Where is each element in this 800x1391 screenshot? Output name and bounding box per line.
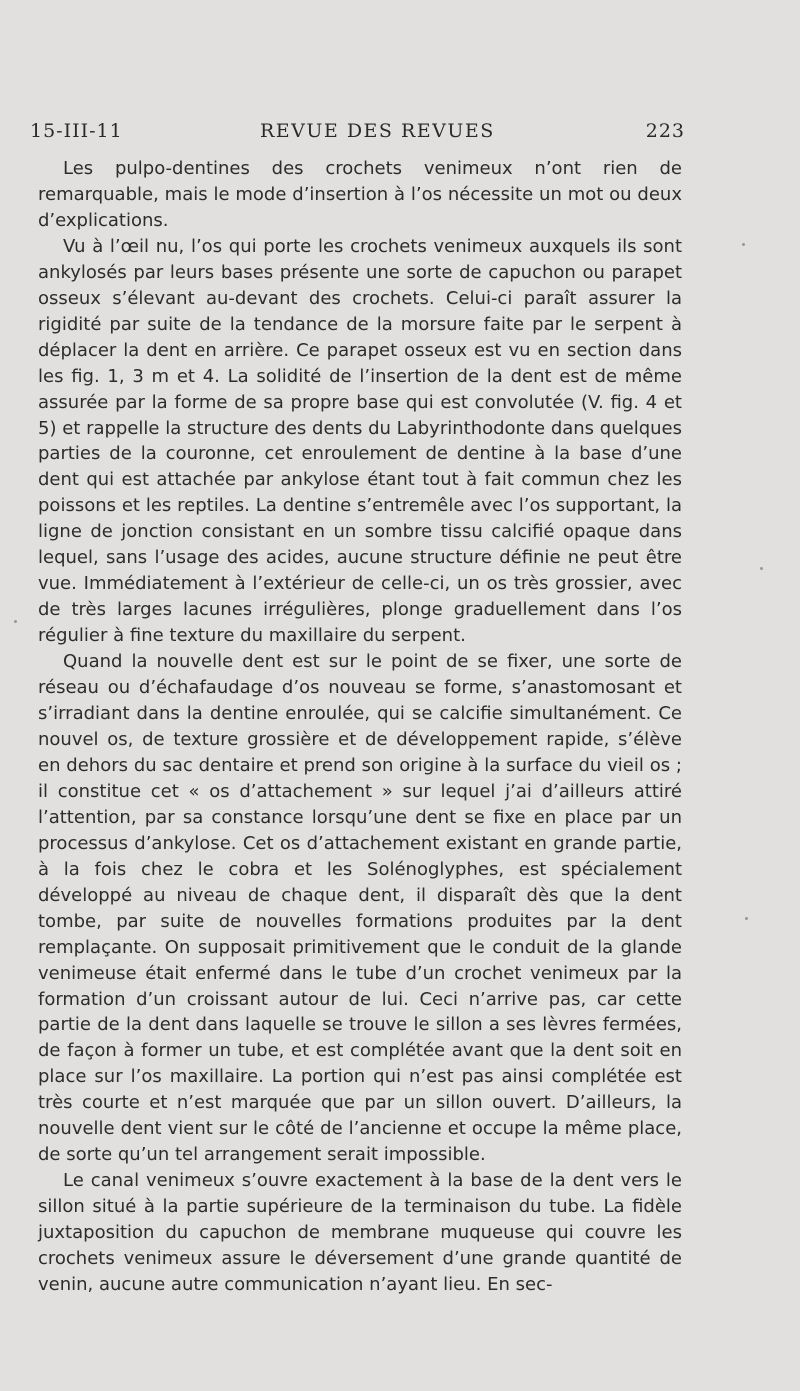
paragraph: Vu à l’œil nu, l’os qui porte les crochets venimeux auxquels ils sont ankylosés par leurs bases présente une sorte de capuchon ou parapet osseux s’élevant au-devant des crochets. Celui-ci paraît assurer la rigidité par suite de la tendance de la morsure faite par le serpent à déplacer la dent en arrière. Ce parapet osseux est vu en section dans les fig. 1, 3 m et 4. La solidité de l’insertion de la dent est de même assurée par la forme de sa propre base qui est convolutée (V. fig. 4 et 5) et rappelle la structure des dents du Labyrinthodonte dans quelques parties de la couronne, cet enroulement de dentine à la base d’une dent qui est attachée par ankylose étant tout à fait commun chez les poissons et les reptiles. La dentine s’entremêle avec l’os supportant, la ligne de jonction consistant en un sombre tissu calcifié opaque dans lequel, sans l’usage des acides, aucune structure définie ne peut être vue. Immédiatement à l’extérieur de celle-ci, un os très grossier, avec de très larges lacunes irrégulières, plonge graduellement dans l’os régulier à fine texture du maxillaire du serpent. <box>38 235 682 647</box>
page-number: 223 <box>645 120 685 142</box>
paragraph: Les pulpo-dentines des crochets venimeux n’ont rien de remarquable, mais le mode d’insertion à l’os nécessite un mot ou deux d’explications. <box>38 158 682 231</box>
running-title: REVUE DES REVUES <box>260 120 495 142</box>
paper-speck <box>760 567 763 570</box>
paragraph: Le canal venimeux s’ouvre exactement à la base de la dent vers le sillon situé à la partie supérieure de la terminaison du tube. La fidèle juxtaposition du capuchon de membrane muqueuse qui couvre les crochets venimeux assure le déversement d’une grande quantité de venin, aucune autre communication n’ayant lieu. En sec- <box>38 1170 682 1295</box>
paragraph: Quand la nouvelle dent est sur le point de se fixer, une sorte de réseau ou d’échafaudage d’os nouveau se forme, s’anastomosant et s’irradiant dans la dentine enroulée, qui se calcifie simultanément. Ce nouvel os, de texture grossière et de développement rapide, s’élève en dehors du sac dentaire et prend son origine à la surface du vieil os ; il constitue cet « os d’attachement » sur lequel j’ai d’ailleurs attiré l’attention, par sa constance lorsqu’une dent se fixe en place par un processus d’ankylose. Cet os d’attachement existant en grande partie, à la fois chez le cobra et les Solénoglyphes, est spécialement développé au niveau de chaque dent, il disparaît dès que la dent tombe, par suite de nouvelles formations produites par la dent remplaçante. On supposait primitivement que le conduit de la glande venimeuse était enfermé dans le tube d’un crochet venimeux par la formation d’un croissant autour de lui. Ceci n’arrive pas, car cette partie de la dent dans laquelle se trouve le sillon a ses lèvres fermées, de façon à former un tube, et est complétée avant que la dent soit en place sur l’os maxillaire. La portion qui n’est pas ainsi complétée est très courte et n’est marquée que par un sillon ouvert. D’ailleurs, la nouvelle dent vient sur le côté de l’ancienne et occupe la même place, de sorte qu’un tel arrangement serait impossible. <box>38 651 682 1166</box>
folio-code: 15-III-11 <box>30 120 123 142</box>
paper-speck <box>745 917 748 920</box>
paper-speck <box>14 620 17 623</box>
paper-speck <box>742 243 745 246</box>
body-text <box>38 156 682 1298</box>
page-header <box>30 120 685 150</box>
